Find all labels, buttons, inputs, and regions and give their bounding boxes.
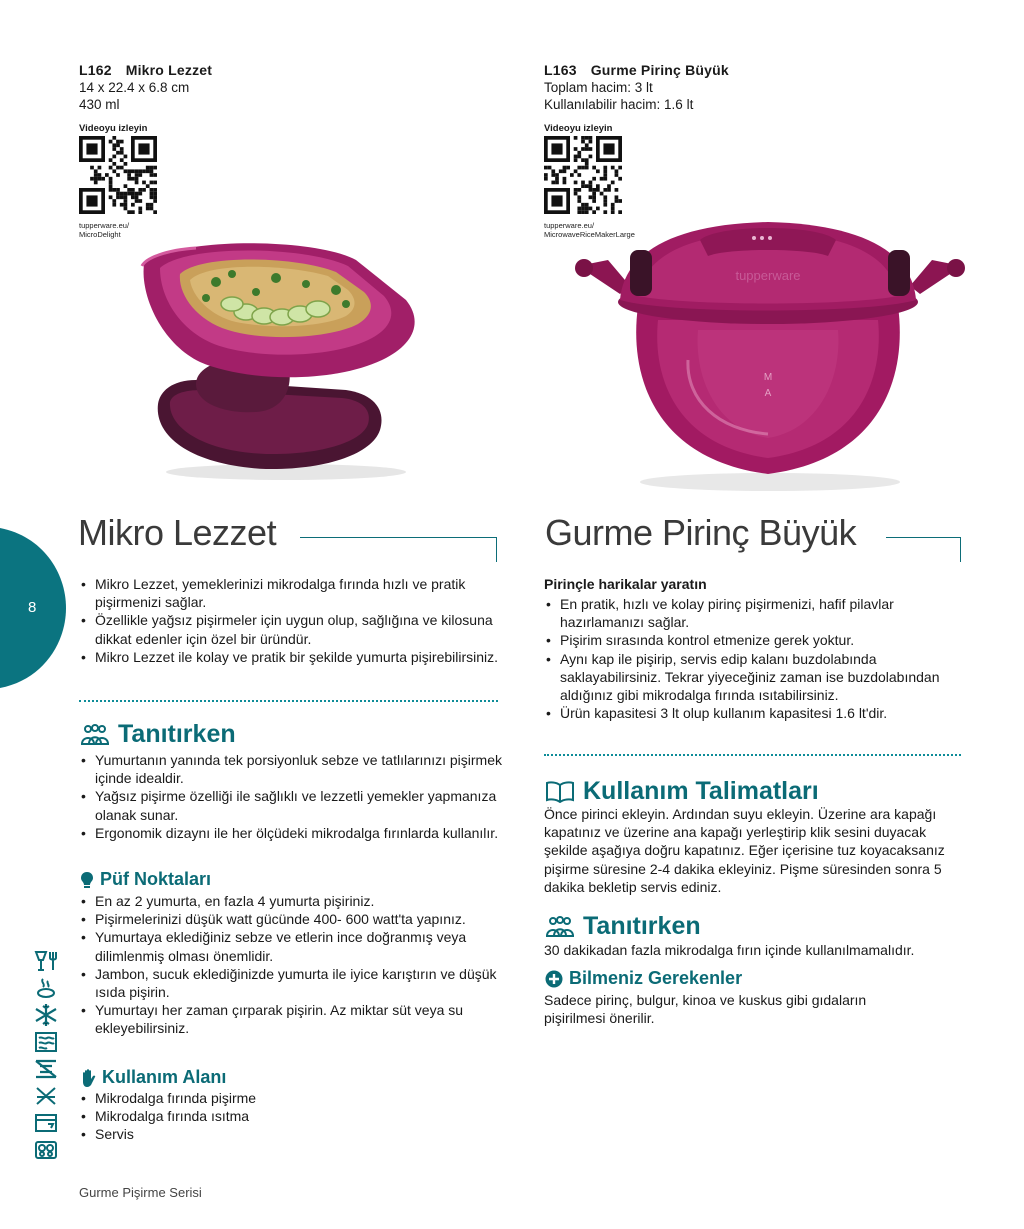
intro-bullets — [79, 575, 504, 666]
intro-bullets — [544, 595, 964, 722]
glass-fork-icon — [30, 947, 62, 974]
divider — [79, 700, 498, 702]
page-number: 8 — [28, 599, 37, 616]
book-icon — [545, 781, 575, 803]
qr-label: Videoyu izleyin — [79, 123, 148, 134]
list-item: • En az 2 yumurta, en fazla 4 yumurta pişiriniz. — [79, 892, 504, 910]
list-item: • Yumurtanın yanında tek porsiyonluk sebze ve tatlılarınızı pişirmek içinde idealdir. — [79, 751, 504, 787]
list-item: • Yumurtayı her zaman çırparak pişirin. Az miktar süt veya su ekleyebilirsiniz. — [79, 1001, 504, 1037]
spec-dimensions: 14 x 22.4 x 6.8 cm — [79, 80, 190, 95]
oven-icon — [30, 1055, 62, 1082]
section-title: Gurme Pirinç Büyük — [545, 512, 857, 553]
product-code: L162 — [79, 62, 112, 78]
list-item: • En pratik, hızlı ve kolay pirinç pişirmenizi, hafif pilavlar hazırlamanızı sağlar. — [544, 595, 964, 631]
stove-icon — [30, 1136, 62, 1163]
no-dishwasher-icon — [30, 1082, 62, 1109]
microwave-icon — [30, 1028, 62, 1055]
list-item: • Ürün kapasitesi 3 lt olup kullanım kapasitesi 1.6 lt'dir. — [544, 704, 964, 722]
title-rule — [300, 537, 497, 562]
list-item: • Pişirim sırasında kontrol etmenize gerek yoktur. — [544, 631, 964, 649]
product-specs — [544, 79, 693, 113]
product-code-heading — [544, 62, 729, 78]
puf-noktalari-bullets — [79, 892, 504, 1038]
people-icon — [80, 724, 110, 746]
section-title: Mikro Lezzet — [78, 512, 277, 553]
list-item: • Özellikle yağsız pişirmeler için uygun olup, sağlığına ve kilosuna dikkat edenler için özel bir üründür. — [79, 611, 504, 647]
qr-url: tupperware.eu/ MicroDelight — [79, 221, 130, 239]
list-item: • Mikro Lezzet, yemeklerinizi mikrodalga fırında hızlı ve pratik pişirmenizi sağlar. — [79, 575, 504, 611]
list-item: • Ergonomik dizaynı ile her ölçüdeki mikrodalga fırınlarda kullanılır. — [79, 824, 504, 842]
tanitirken-bullets — [79, 751, 504, 842]
footer: Gurme Pişirme Serisi — [79, 1185, 202, 1200]
kullanim-talimatlari-text: Önce pirinci ekleyin. Ardından suyu ekleyin. Üzerine ara kapağı kapatınız ve üzerine ana kapağı yerleştirip klik sesini duyacak şekilde aşağıya doğru kapatınız. Eğer içerisine tuz koyacaksanız pişirme süresine 2-4 dakika ekleyiniz. Pişme süresinden sonra 5 dakika bekletip servis ediniz. — [544, 806, 945, 895]
divider — [544, 754, 961, 756]
spec-total-volume: Toplam hacim: 3 lt — [544, 80, 653, 95]
product-code: L163 — [544, 62, 577, 78]
lid-logo: tupperware — [735, 268, 801, 283]
list-item: • Mikro Lezzet ile kolay ve pratik bir şekilde yumurta pişirebilirsiniz. — [79, 648, 504, 666]
product-specs — [79, 79, 189, 113]
qr-code[interactable] — [544, 136, 622, 214]
svg-text:M: M — [763, 372, 773, 383]
svg-text:A: A — [764, 388, 772, 399]
list-item: • Aynı kap ile pişirip, servis edip kalanı buzdolabında saklayabilirsiniz. Tekrar yiyeceğiniz zaman ise buzdolabından aldığınız gibi mikrodalga fırında ısıtabilirsiniz. — [544, 650, 964, 705]
people-icon — [545, 916, 575, 938]
list-item: • Jambon, sucuk eklediğinizde yumurta ile iyice karıştırın ve düşük ısıda pişirin. — [79, 965, 504, 1001]
gurme-pirinc-product-image — [568, 210, 972, 492]
spec-usable-volume: Kullanılabilir hacim: 1.6 lt — [544, 97, 694, 112]
tanitirken-heading: Tanıtırken — [80, 720, 236, 749]
qr-url: tupperware.eu/ MicrowaveRiceMakerLarge — [544, 221, 635, 239]
usage-icons — [30, 947, 62, 1163]
list-item: • Yumurtaya eklediğiniz sebze ve etlerin ince doğranmış veya dilimlenmiş olması önemlidir. — [79, 928, 504, 964]
spec-volume: 430 ml — [79, 97, 120, 112]
toaster-icon — [30, 1109, 62, 1136]
tanitirken-text: 30 dakikadan fazla mikrodalga fırın içinde kullanılmamalıdır. — [544, 942, 915, 958]
qr-code[interactable] — [79, 136, 157, 214]
list-item: • Mikrodalga fırında ısıtma — [79, 1107, 504, 1125]
steam-icon — [30, 974, 62, 1001]
list-item: • Mikrodalga fırında pişirme — [79, 1089, 504, 1107]
subheading: Pirinçle harikalar yaratın — [544, 576, 707, 592]
list-item: • Pişirmelerinizi düşük watt gücünde 400- 600 watt'ta yapınız. — [79, 910, 504, 928]
puf-noktalari-heading: Püf Noktaları — [80, 869, 211, 890]
hand-icon — [80, 1069, 96, 1087]
product-name: Mikro Lezzet — [125, 62, 213, 78]
bilmeniz-gerekenler-text: Sadece pirinç, bulgur, kinoa ve kuskus gibi gıdaların pişirilmesi önerilir. — [544, 992, 867, 1027]
kullanim-alani-bullets — [79, 1089, 504, 1144]
qr-label: Videoyu izleyin — [544, 123, 613, 134]
plus-circle-icon — [545, 970, 563, 988]
title-rule — [886, 537, 961, 562]
mikro-lezzet-product-image — [136, 234, 436, 484]
kullanim-alani-heading: Kullanım Alanı — [80, 1067, 226, 1088]
kullanim-talimatlari-heading: Kullanım Talimatları — [545, 777, 819, 806]
freezer-icon — [30, 1001, 62, 1028]
product-code-heading — [79, 62, 212, 78]
list-item: • Yağsız pişirme özelliği ile sağlıklı ve lezzetli yemekler yapmanıza olanak sunar. — [79, 787, 504, 823]
tanitirken-heading: Tanıtırken — [545, 912, 701, 941]
lightbulb-icon — [80, 871, 94, 889]
product-name: Gurme Pirinç Büyük — [590, 62, 729, 78]
bilmeniz-gerekenler-heading: Bilmeniz Gerekenler — [545, 968, 742, 989]
list-item: • Servis — [79, 1125, 504, 1143]
